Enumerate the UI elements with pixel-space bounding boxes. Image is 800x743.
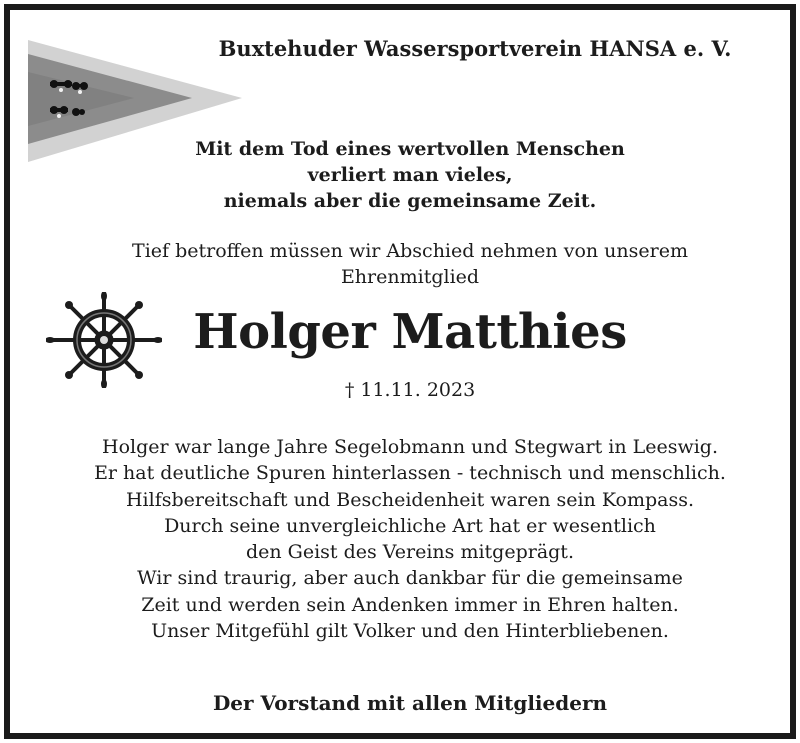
intro-line: Tief betroffen müssen wir Abschied nehmen von unserem <box>132 240 688 262</box>
tribute-line: Unser Mitgefühl gilt Volker und den Hinterbliebenen. <box>151 620 669 643</box>
obituary-notice <box>4 4 796 739</box>
tribute-line: Holger war lange Jahre Segelobmann und Stegwart in Leeswig. <box>102 436 718 458</box>
intro-text <box>30 238 790 290</box>
tribute-line: den Geist des Vereins mitgeprägt. <box>245 541 574 564</box>
memorial-quote <box>100 136 720 214</box>
tribute-line: Er hat deutliche Spuren hinterlassen - technisch und menschlich. <box>94 462 726 485</box>
quote-line: niemals aber die gemeinsame Zeit. <box>223 190 597 212</box>
intro-line: Ehrenmitglied <box>340 266 480 288</box>
tribute-line: Zeit und werden sein Andenken immer in Ehren halten. <box>141 593 679 616</box>
quote-line: Mit dem Tod eines wertvollen Menschen <box>195 138 625 160</box>
tribute-line: Durch seine unvergleichliche Art hat er wesentlich <box>164 514 656 537</box>
quote-line: verliert man vieles, <box>307 164 513 186</box>
tribute-line: Wir sind traurig, aber auch dankbar für die gemeinsame <box>137 567 683 590</box>
tribute-text <box>24 434 796 644</box>
signature: Der Vorstand mit allen Mitgliedern <box>212 691 608 715</box>
tribute-line: Hilfsbereitschaft und Bescheidenheit waren sein Kompass. <box>125 488 695 511</box>
death-date: † 11.11. 2023 <box>344 379 476 401</box>
club-name: Buxtehuder Wassersportverein HANSA e. V. <box>218 36 732 61</box>
deceased-name: Holger Matthies <box>193 304 627 360</box>
ships-wheel-icon <box>46 292 162 388</box>
